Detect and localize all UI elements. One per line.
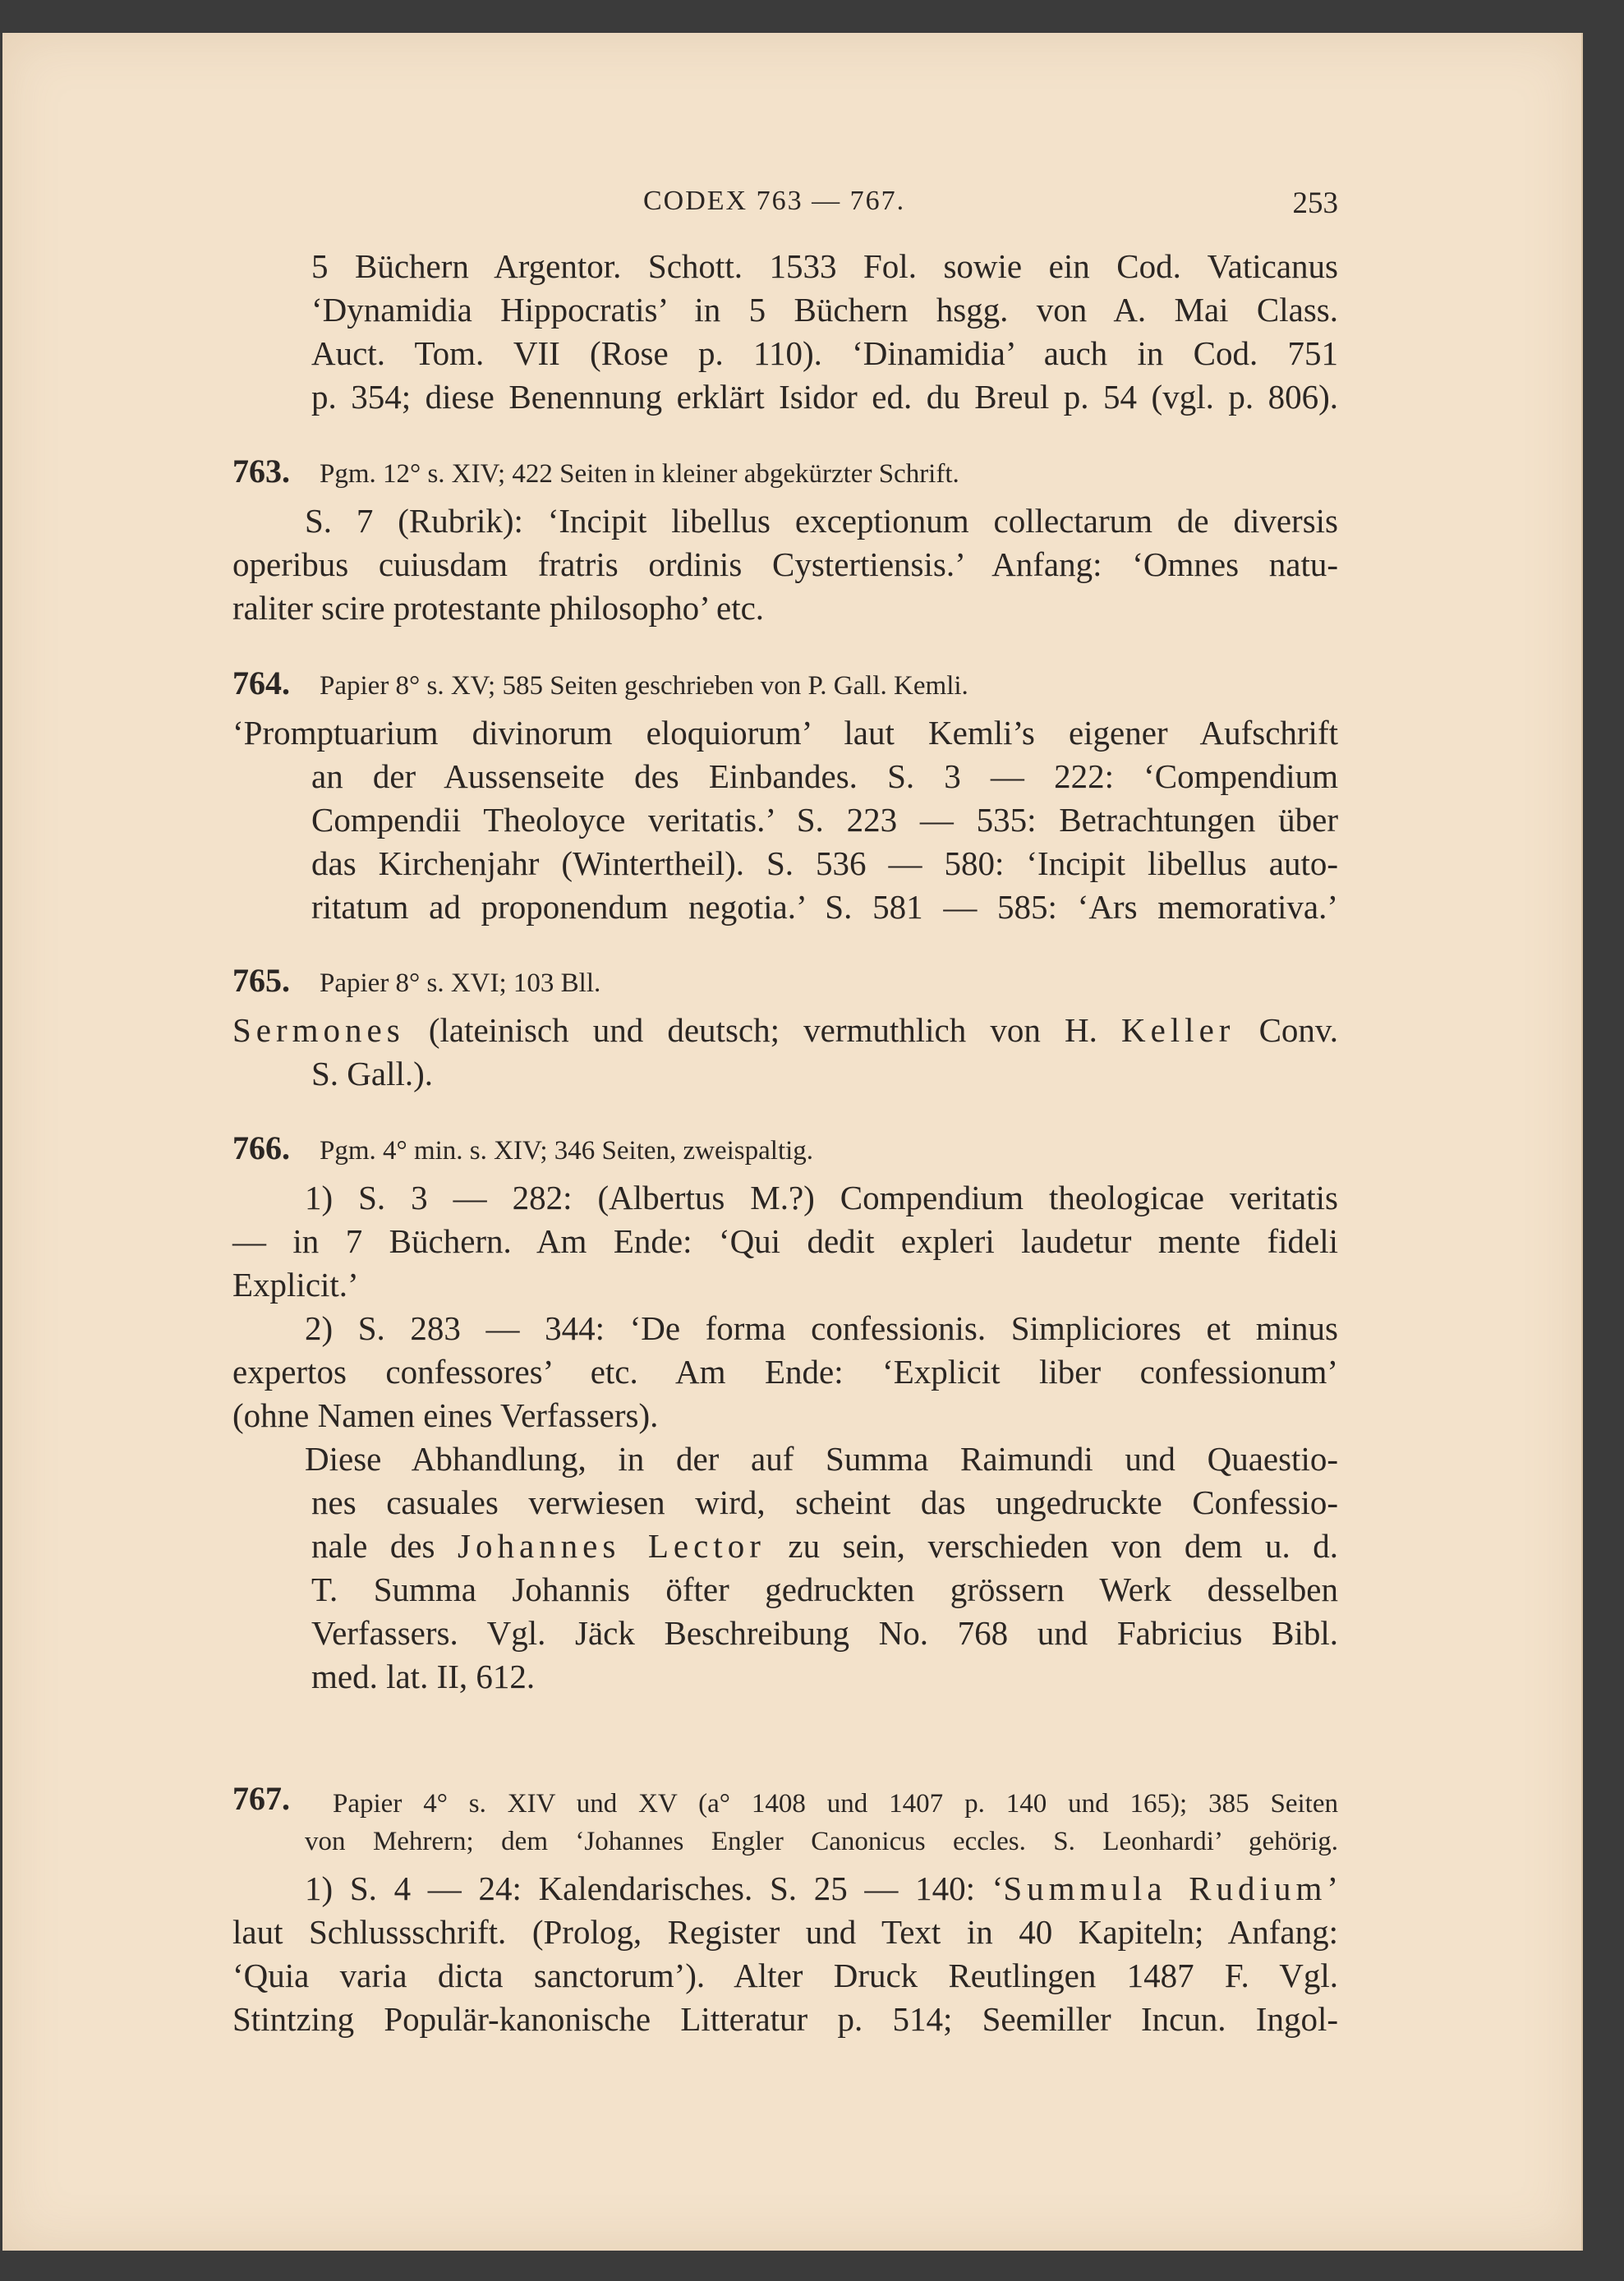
book-page bbox=[2, 33, 1583, 2251]
intro-line: Auct. Tom. VII (Rose p. 110). ‘Dinamidia’ auch in Cod. 751 bbox=[311, 334, 1338, 372]
text-run: (lateinisch und deutsch; vermuthlich von H. bbox=[404, 1011, 1121, 1049]
codex-number: 763. bbox=[232, 453, 290, 490]
spaced-name: Keller bbox=[1120, 1011, 1235, 1049]
entry-766-line: — in 7 Büchern. Am Ende: ‘Qui dedit expleri laudetur mente fideli bbox=[232, 1222, 1338, 1260]
spaced-title: Sermones bbox=[232, 1011, 405, 1049]
entry-766-line: Diese Abhandlung, in der auf Summa Raimundi und Quaestio- bbox=[305, 1440, 1338, 1478]
entry-763-line: raliter scire protestante philosopho’ etc. bbox=[232, 589, 765, 627]
entry-764-heading bbox=[232, 664, 1338, 705]
entry-766-line: T. Summa Johannis öfter gedruckten grössern Werk desselben bbox=[311, 1570, 1338, 1608]
codex-description: von Mehrern; dem ‘Johannes Engler Canonicus eccles. S. Leonhardi’ gehörig. bbox=[305, 1827, 1338, 1856]
entry-763-line: operibus cuiusdam fratris ordinis Cystertiensis.’ Anfang: ‘Omnes natu- bbox=[232, 545, 1338, 583]
entry-764-line: ritatum ad proponendum negotia.’ S. 581 — 585: ‘Ars memorativa.’ bbox=[311, 888, 1338, 926]
entry-766-line bbox=[311, 1524, 1338, 1567]
entry-764-line: ‘Promptuarium divinorum eloquiorum’ laut Kemli’s eigener Aufschrift bbox=[232, 714, 1338, 752]
entry-765-heading bbox=[232, 961, 1338, 1002]
entry-766-heading bbox=[232, 1129, 1338, 1170]
text-run: nale des bbox=[311, 1527, 458, 1565]
entry-766-line: Explicit.’ bbox=[232, 1266, 359, 1304]
entry-764-line: Compendii Theoloyce veritatis.’ S. 223 — 535: Betrachtungen über bbox=[311, 801, 1338, 839]
running-head bbox=[232, 186, 1338, 235]
text-run: Conv. bbox=[1235, 1011, 1339, 1049]
entry-765-line bbox=[232, 1009, 1338, 1051]
intro-line: 5 Büchern Argentor. Schott. 1533 Fol. sowie ein Cod. Vaticanus bbox=[311, 247, 1338, 285]
entry-766-line: (ohne Namen eines Verfassers). bbox=[232, 1396, 659, 1434]
spaced-title: Summula Rudium bbox=[1003, 1869, 1327, 1907]
entry-766-line: Verfassers. Vgl. Jäck Beschreibung No. 768 und Fabricius Bibl. bbox=[311, 1614, 1338, 1652]
entry-765-line: S. Gall.). bbox=[311, 1055, 434, 1092]
codex-number: 765. bbox=[232, 962, 290, 999]
entry-767-line bbox=[305, 1867, 1338, 1910]
intro-line: p. 354; diese Benennung erklärt Isidor ed. du Breul p. 54 (vgl. p. 806). bbox=[311, 378, 1338, 416]
page-number: 253 bbox=[1292, 186, 1338, 220]
entry-767-line: Stintzing Populär-kanonische Litteratur p. 514; Seemiller Incun. Ingol- bbox=[232, 2000, 1338, 2038]
entry-767-line: ‘Quia varia dicta sanctorum’). Alter Druck Reutlingen 1487 F. Vgl. bbox=[232, 1957, 1338, 1994]
text-run: 1) S. 4 — 24: Kalendarisches. S. 25 — 140: ‘ bbox=[305, 1869, 1004, 1907]
entry-766-line: nes casuales verwiesen wird, scheint das ungedruckte Confessio- bbox=[311, 1483, 1338, 1521]
codex-number: 764. bbox=[232, 665, 290, 701]
entry-763-line: S. 7 (Rubrik): ‘Incipit libellus exceptionum collectarum de diversis bbox=[305, 502, 1338, 540]
entry-764-line: an der Aussenseite des Einbandes. S. 3 — 222: ‘Compendium bbox=[311, 757, 1338, 795]
codex-description: Papier 4° s. XIV und XV (a° 1408 und 1407 p. 140 und 165); 385 Seiten bbox=[333, 1789, 1338, 1819]
running-head-title: CODEX 763 — 767. bbox=[643, 186, 906, 216]
spaced-name: Johannes Lector bbox=[458, 1527, 766, 1565]
entry-766-line: 1) S. 3 — 282: (Albertus M.?) Compendium theologicae veritatis bbox=[305, 1179, 1338, 1216]
codex-description: Pgm. 4° min. s. XIV; 346 Seiten, zweispaltig. bbox=[320, 1136, 814, 1166]
text-run: ’ bbox=[1327, 1869, 1338, 1907]
codex-description: Papier 8° s. XVI; 103 Bll. bbox=[320, 968, 601, 998]
codex-description: Papier 8° s. XV; 585 Seiten geschrieben von P. Gall. Kemli. bbox=[320, 671, 968, 701]
entry-763-heading bbox=[232, 452, 1338, 493]
codex-number: 766. bbox=[232, 1129, 290, 1166]
entry-766-line: expertos confessores’ etc. Am Ende: ‘Explicit liber confessionum’ bbox=[232, 1353, 1338, 1391]
entry-766-line: med. lat. II, 612. bbox=[311, 1658, 536, 1695]
intro-line: ‘Dynamidia Hippocratis’ in 5 Büchern hsgg. von A. Mai Class. bbox=[311, 291, 1338, 329]
entry-766-line: 2) S. 283 — 344: ‘De forma confessionis. Simpliciores et minus bbox=[305, 1309, 1338, 1347]
codex-number: 767. bbox=[232, 1780, 290, 1817]
codex-description: Pgm. 12° s. XIV; 422 Seiten in kleiner abgekürzter Schrift. bbox=[320, 459, 959, 489]
text-run: zu sein, verschieden von dem u. d. bbox=[765, 1527, 1338, 1565]
entry-767-line: laut Schlussschrift. (Prolog, Register und Text in 40 Kapiteln; Anfang: bbox=[232, 1913, 1338, 1951]
entry-764-line: das Kirchenjahr (Wintertheil). S. 536 — 580: ‘Incipit libellus auto- bbox=[311, 844, 1338, 882]
